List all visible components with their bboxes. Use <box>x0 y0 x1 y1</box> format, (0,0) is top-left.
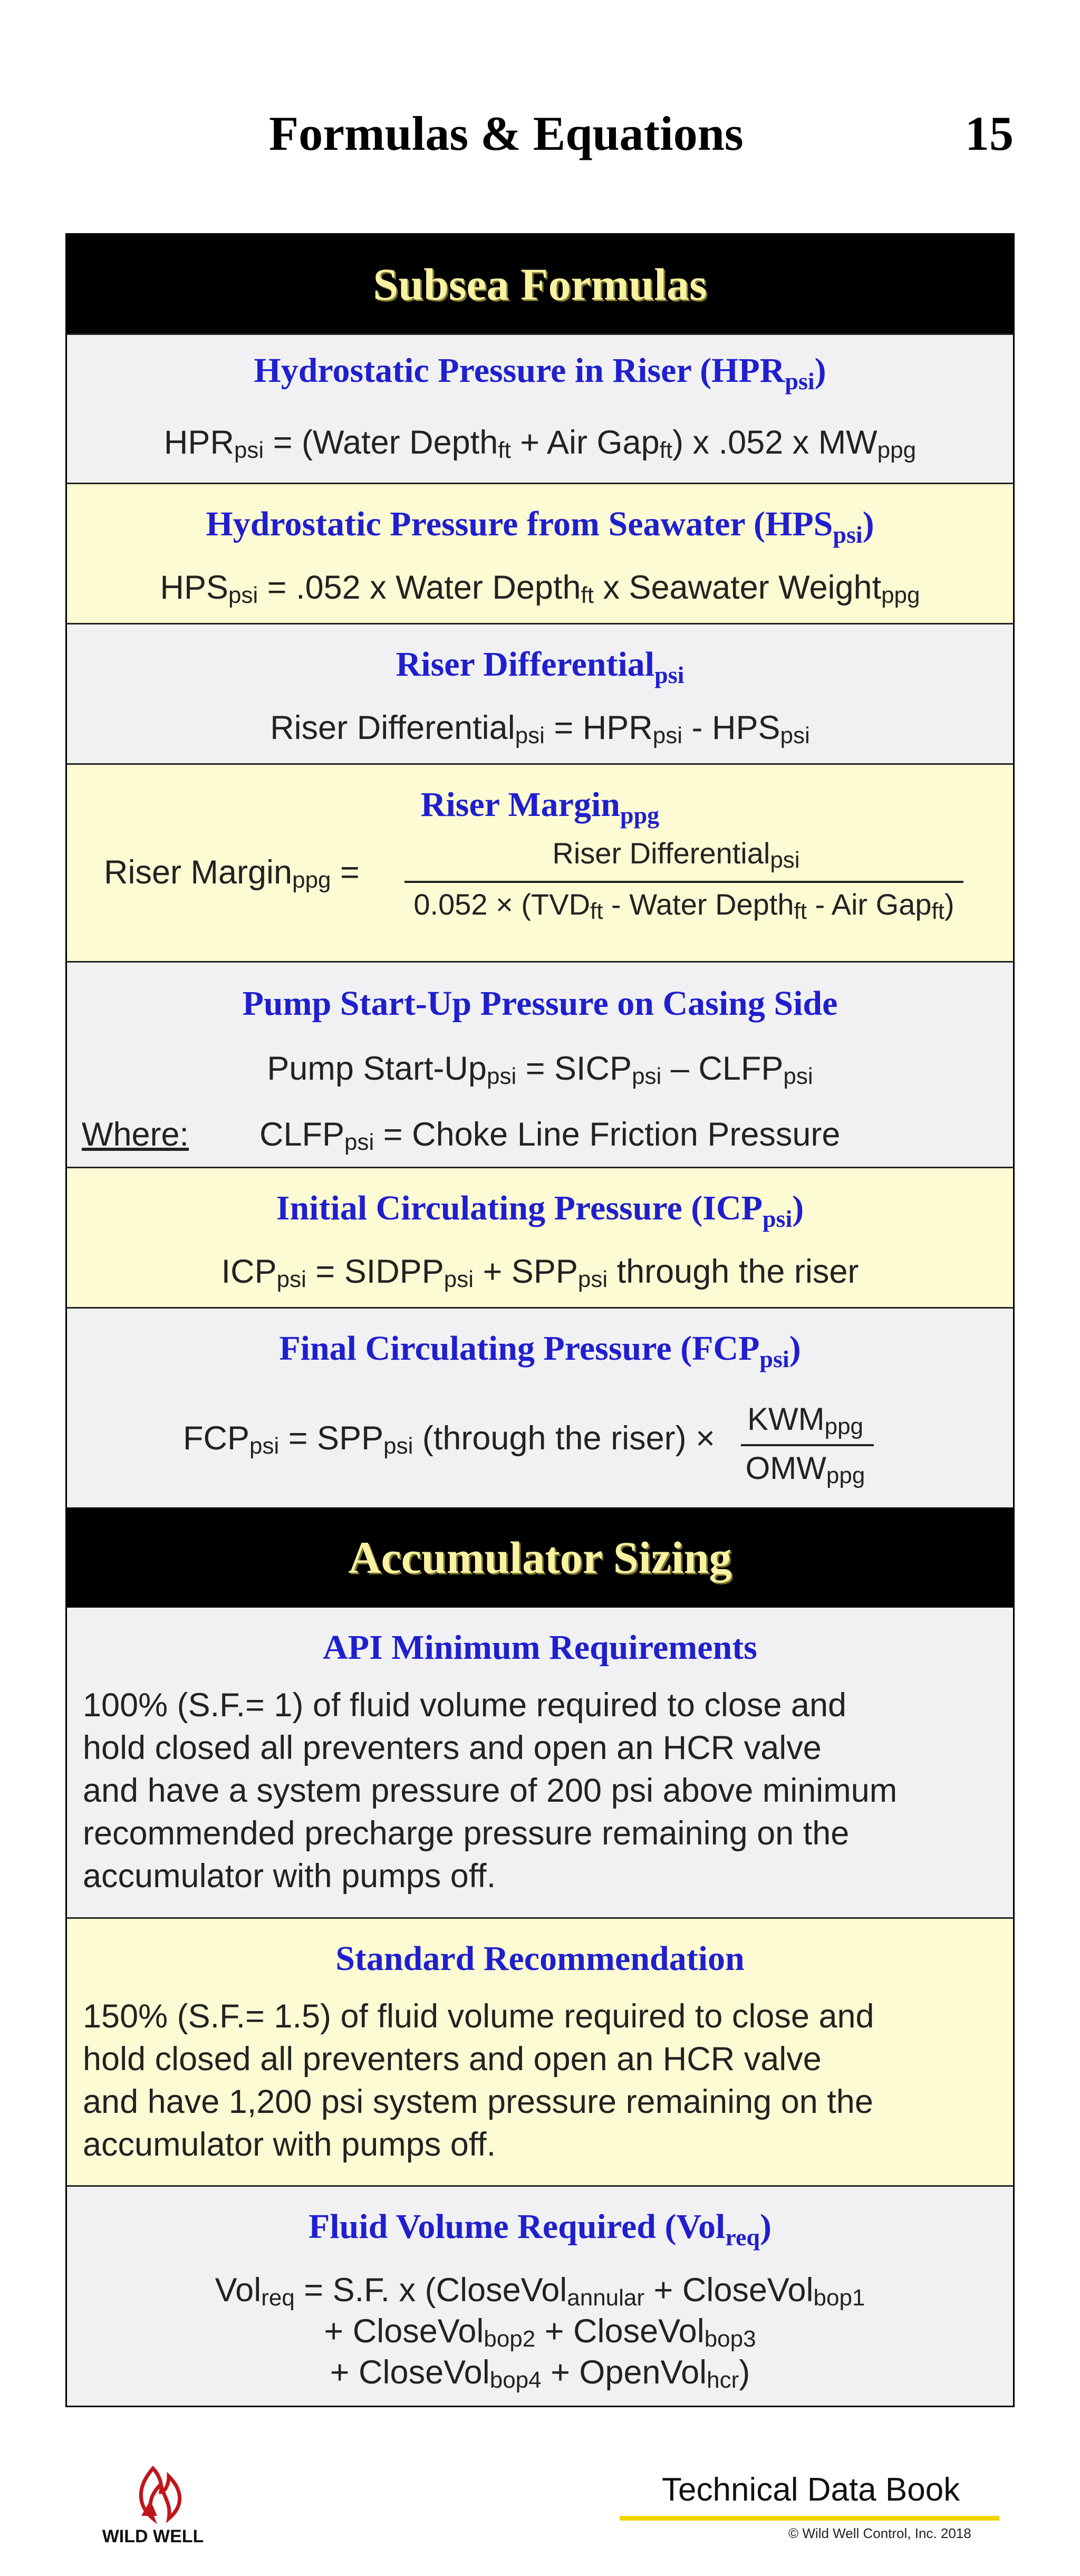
clfp-definition: $CLFP_{psi}$ = Choke Line Friction Pressure <box>259 1116 841 1155</box>
fluid-volume-line1: Vol$_{req}$ = S.F. x (CloseVol$_{annular}$ + CloseVol$_{bop1}$ <box>215 2272 865 2311</box>
pump-startup-formula: Pump Start-$Up_{psi}$ = $SICP_{psi}$ – $CLFP_{psi}$ <box>267 1050 813 1089</box>
riser-differential-section <box>67 624 1013 765</box>
standard-text: 150% (S.F.= 1.5) of fluid volume required to close and hold closed all preventers and open an HCR valve and have 1,200 psi system pressure remaining on the accumulator with pumps off. <box>83 1998 874 2163</box>
api-section <box>67 1608 1013 1919</box>
fcp-title: Final Circulating Pressure $(FCP_{psi})$ <box>279 1329 801 1373</box>
technical-data-book-label: Technical Data Book <box>662 2472 960 2508</box>
accumulator-heading-bar <box>67 1507 1013 1608</box>
hps-section <box>67 484 1013 624</box>
pump-startup-title: Pump Start-Up Pressure on Casing Side <box>242 984 838 1023</box>
icp-section <box>67 1168 1013 1309</box>
hps-title: Hydrostatic Pressure from Seawater $(HPS_{psi})$ <box>206 505 874 549</box>
fluid-volume-line2: + CloseVol$_{bop2}$ + CloseVol$_{bop3}$ <box>324 2313 756 2352</box>
api-text: 100% (S.F.= 1) of fluid volume required to close and hold closed all preventers and open an HCR valve and have a system pressure of 200 psi above minimum recommended precharge pressure remaining on the accumulator with pumps off. <box>83 1687 898 1895</box>
api-title: API Minimum Requirements <box>323 1628 757 1667</box>
fcp-formula: $FCP_{psi} = SPP_{psi}$ (through the riser) × <box>183 1420 715 1459</box>
accumulator-heading: Accumulator Sizing <box>348 1532 732 1583</box>
fcp-fraction-bar <box>741 1444 874 1446</box>
hpr-title: Hydrostatic Pressure in Riser $(HPR_{psi})$ <box>254 351 826 395</box>
riser-margin-title: Riser Margin$_{ppg}$ <box>420 785 660 829</box>
wild-well-logo <box>84 2463 221 2548</box>
icp-title: Initial Circulating Pressure $(ICP_{psi})$ <box>276 1189 804 1233</box>
page-number: 15 <box>965 107 1014 160</box>
fcp-section <box>67 1309 1013 1507</box>
page-title: Formulas & Equations <box>269 107 744 160</box>
standard-title: Standard Recommendation <box>335 1939 745 1978</box>
where-label: Where: <box>82 1116 189 1153</box>
fluid-volume-title: Fluid Volume Required (Vol$_{req}$) <box>308 2207 772 2251</box>
subsea-heading-bar <box>67 235 1013 335</box>
riser-margin-denominator: $0.052 \times (TVD_{ft}$ - Water Depth$_{ft}$ - Air Gap$_{ft}$) <box>413 888 954 924</box>
riser-margin-section <box>67 765 1013 963</box>
hps-formula: $HPS_{psi} = .052$ x Water Depth$_{ft}$ x Seawater Weight$_{ppg}$ <box>160 569 920 608</box>
svg-text:WILD WELL: WILD WELL <box>102 2526 204 2546</box>
hpr-formula: $HPR_{psi}$ = (Water Depth$_{ft}$ + Air Gap$_{ft}$) x .052 x $MW_{ppg}$ <box>163 424 917 463</box>
fluid-volume-line3: + CloseVol$_{bop4}$ + OpenVol$_{hcr}$) <box>330 2354 750 2393</box>
riser-differential-title: Riser Differential$_{psi}$ <box>396 645 684 689</box>
fcp-denominator: $OMW_{ppg}$ <box>745 1450 865 1488</box>
riser-differential-formula: Riser Differential$_{psi}$ = $HPR_{psi} - HPS_{psi}$ <box>270 709 810 748</box>
standard-section <box>67 1919 1013 2187</box>
formula-table <box>65 233 1015 2407</box>
footer-accent-bar <box>620 2516 999 2521</box>
pump-startup-section <box>67 963 1013 1168</box>
fluid-volume-section <box>67 2187 1013 2406</box>
fcp-numerator: $KWM_{ppg}$ <box>747 1401 864 1439</box>
icp-formula: $ICP_{psi}$ = $SIDPP_{psi} + SPP_{psi}$ through the riser <box>221 1253 859 1292</box>
subsea-heading: Subsea Formulas <box>373 258 707 310</box>
riser-margin-fraction-bar <box>404 881 963 883</box>
riser-margin-lhs: Riser Margin$_{ppg}$ = <box>104 854 360 893</box>
copyright: © Wild Well Control, Inc. 2018 <box>788 2525 971 2541</box>
hpr-section <box>67 335 1013 484</box>
riser-margin-numerator: Riser Differential$_{psi}$ <box>552 837 800 873</box>
